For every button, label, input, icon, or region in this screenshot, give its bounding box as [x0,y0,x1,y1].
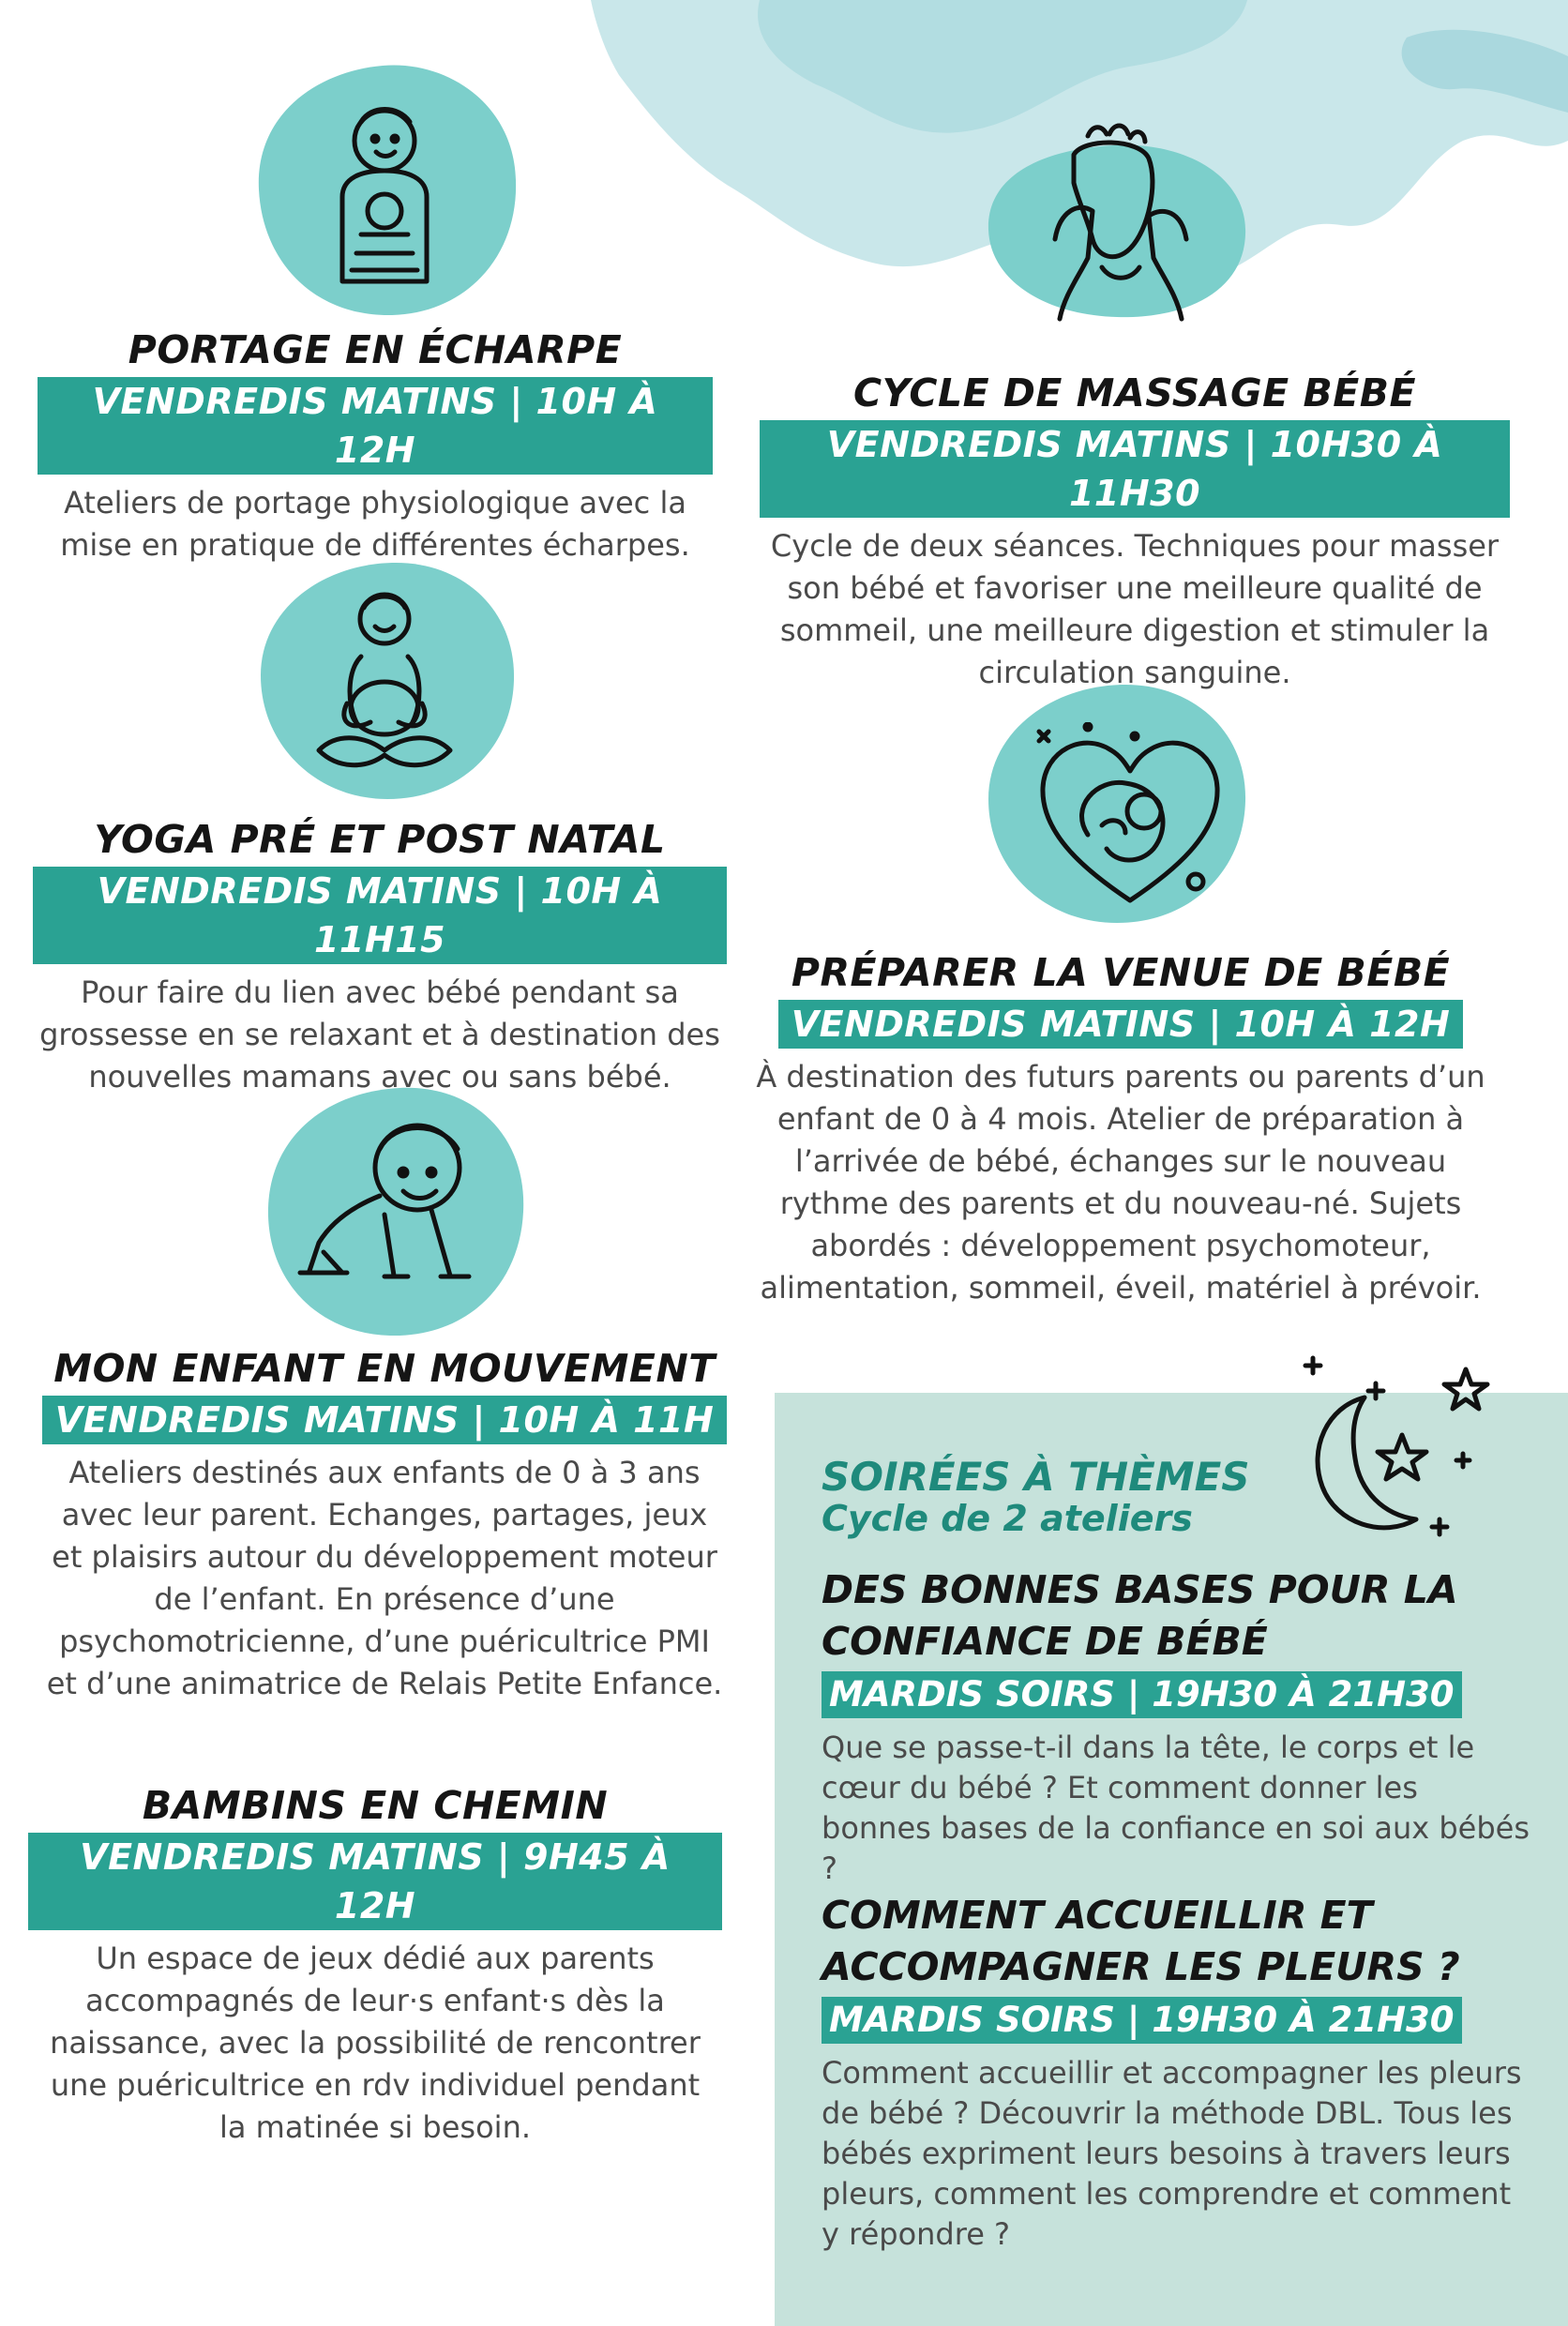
section-title: BAMBINS EN CHEMIN [142,1783,609,1828]
schedule-banner: VENDREDIS MATINS | 10H À 11H15 [33,867,727,964]
section-description: Cycle de deux séances. Techniques pour masser son bébé et favoriser une meilleure qualité de sommeil, une meilleure digestion et stimuler la circulation sanguine. [770,528,1500,690]
themed-evenings-heading: SOIRÉES À THÈMES [822,1454,1250,1500]
schedule-banner: MARDIS SOIRS | 19H30 À 21H30 [822,1671,1462,1718]
section-title: YOGA PRÉ ET POST NATAL [94,817,666,862]
section-description: Ateliers de portage physiologique avec la mise en pratique de différentes écharpes. [60,485,690,563]
section-description: Pour faire du lien avec bébé pendant sa grossesse en se relaxant et à destination des nouvelles mamans avec ou sans bébé. [39,974,720,1095]
evening-title-line2: CONFIANCE DE BÉBÉ [822,1619,1268,1664]
schedule-banner: MARDIS SOIRS | 19H30 À 21H30 [822,1997,1462,2044]
section-title: MON ENFANT EN MOUVEMENT [53,1346,716,1391]
evening-title-line1: DES BONNES BASES POUR LA [822,1567,1458,1612]
evening-description: Comment accueillir et accompagner les pleurs de bébé ? Découvrir la méthode DBL. Tous les bébés expriment leurs besoins à travers leurs pleurs, comment les comprendre et comment y répondre ? [822,2055,1522,2252]
evening-title-line2: ACCOMPAGNER LES PLEURS ? [822,1944,1460,1989]
prenatal-yoga-icon [309,582,460,778]
schedule-banner: VENDREDIS MATINS | 9H45 À 12H [28,1833,722,1930]
section-description: Un espace de jeux dédié aux parents accompagnés de leur·s enfant·s dès la naissance, avec la possibilité de rencontrer une puéricultrice en rdv individuel pendant la matinée si besoin. [50,1941,701,2145]
evening-item [822,1564,1534,1889]
section-preparer [750,949,1491,1309]
section-massage [760,370,1510,694]
themed-evenings-subheading: Cycle de 2 ateliers [822,1498,1193,1539]
section-yoga [33,816,727,1098]
schedule-banner: VENDREDIS MATINS | 10H À 12H [38,377,713,475]
section-portage [38,326,713,566]
baby-massage-icon [1036,117,1205,324]
evening-description: Que se passe-t-il dans la tête, le corps et le cœur du bébé ? Et comment donner les bonnes bases de la confiance en soi aux bébés ? [822,1729,1530,1886]
schedule-banner: VENDREDIS MATINS | 10H30 À 11H30 [760,420,1510,518]
section-mouvement [38,1345,731,1705]
section-description: À destination des futurs parents ou parents d’un enfant de 0 à 4 mois. Atelier de préparation à l’arrivée de bébé, échanges sur le nouveau rythme des parents et du nouveau-né. Sujets abordés : développement psychomoteur, alimentation, sommeil, éveil, matériel à prévoir. [756,1059,1485,1306]
fetus-heart-icon [1032,722,1229,910]
evening-item [822,1890,1534,2255]
evening-title-line1: COMMENT ACCUEILLIR ET [822,1893,1373,1938]
section-bambins [28,1782,722,2149]
moon-stars-icon [1294,1351,1500,1548]
babywearing-icon [324,94,445,291]
section-title: CYCLE DE MASSAGE BÉBÉ [853,370,1416,415]
crawling-baby-icon [291,1111,478,1290]
schedule-banner: VENDREDIS MATINS | 10H À 12H [778,1000,1464,1049]
section-title: PRÉPARER LA VENUE DE BÉBÉ [791,950,1451,995]
schedule-banner: VENDREDIS MATINS | 10H À 11H [42,1396,728,1444]
section-title: PORTAGE EN ÉCHARPE [128,327,623,372]
section-description: Ateliers destinés aux enfants de 0 à 3 ans avec leur parent. Echanges, partages, jeux et plaisirs autour du développement moteur de l’enfant. En présence d’une psychomotricienne, d’une puéricultrice PMI et d’une animatrice de Relais Petite Enfance. [46,1455,723,1701]
